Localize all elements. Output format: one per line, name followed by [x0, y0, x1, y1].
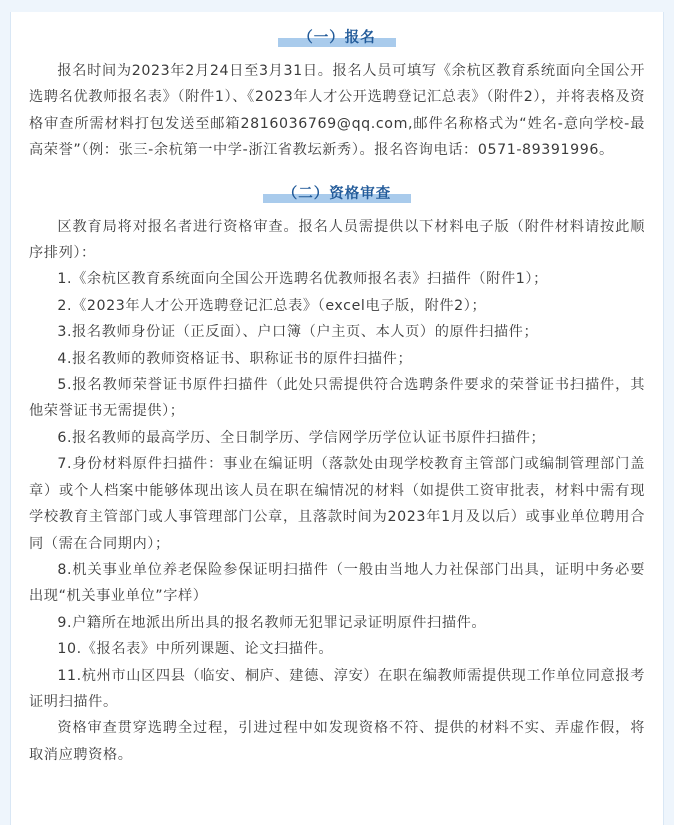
list-item: 3.报名教师身份证（正反面）、户口簿（户主页、本人页）的原件扫描件；	[57, 324, 539, 341]
list-item: 2.《2023年人才公开选聘登记汇总表》（excel电子版，附件2）；	[57, 297, 487, 314]
list-item: 9.户籍所在地派出所出具的报名教师无犯罪记录证明原件扫描件。	[57, 614, 487, 631]
qualification-intro: 区教育局将对报名者进行资格审查。报名人员需提供以下材料电子版（附件材料请按此顺序排列）：	[29, 218, 645, 262]
list-item: 7.身份材料原件扫描件：事业在编证明（落款处由现学校教育主管部门或编制管理部门盖章）或个人档案中能够体现出该人员在职在编情况的材料（如提供工资审批表，材料中需有现学校教育主管部门或人事管理部门公章，且落款时间为2023年1月及以后）或事业单位聘用合同（需在合同期内）；	[29, 456, 645, 552]
article-body	[10, 12, 664, 825]
list-item: 4.报名教师的教师资格证书、职称证书的原件扫描件；	[57, 350, 413, 367]
materials-list	[29, 266, 645, 715]
section-title: （二）资格审查	[263, 181, 412, 205]
list-item: 6.报名教师的最高学历、全日制学历、学信网学历学位认证书原件扫描件；	[57, 429, 546, 446]
qualification-closing: 资格审查贯穿选聘全过程，引进过程中如发现资格不符、提供的材料不实、弄虚作假，将取消应聘资格。	[29, 720, 645, 763]
list-item: 8.机关事业单位养老保险参保证明扫描件（一般由当地人力社保部门出具，证明中务必要出现“机关事业单位”字样）	[29, 561, 645, 605]
list-item: 1.《余杭区教育系统面向全国公开选聘名优教师报名表》扫描件（附件1）；	[57, 271, 548, 288]
registration-paragraph: 报名时间为2023年2月24日至3月31日。报名人员可填写《余杭区教育系统面向全国公开选聘名优教师报名表》（附件1）、《2023年人才公开选聘登记汇总表》（附件2），并将表格及资格审查所需材料打包发送至邮箱2816036769@qq.com,邮件名称格式为“姓名-意向学校-最高荣誉”（例：张三-余杭第一中学-浙江省教坛新秀）。报名咨询电话：0571-89391996。	[29, 63, 645, 159]
list-item: 10.《报名表》中所列课题、论文扫描件。	[57, 641, 334, 658]
section-heading-registration	[29, 24, 645, 50]
list-item: 11.杭州市山区四县（临安、桐庐、建德、淳安）在职在编教师需提供现工作单位同意报考证明扫描件。	[29, 667, 645, 710]
section-title: （一）报名	[278, 25, 396, 49]
list-item: 5.报名教师荣誉证书原件扫描件（此处只需提供符合选聘条件要求的荣誉证书扫描件，其他荣誉证书无需提供）；	[29, 377, 645, 420]
section-heading-qualification	[29, 180, 645, 206]
